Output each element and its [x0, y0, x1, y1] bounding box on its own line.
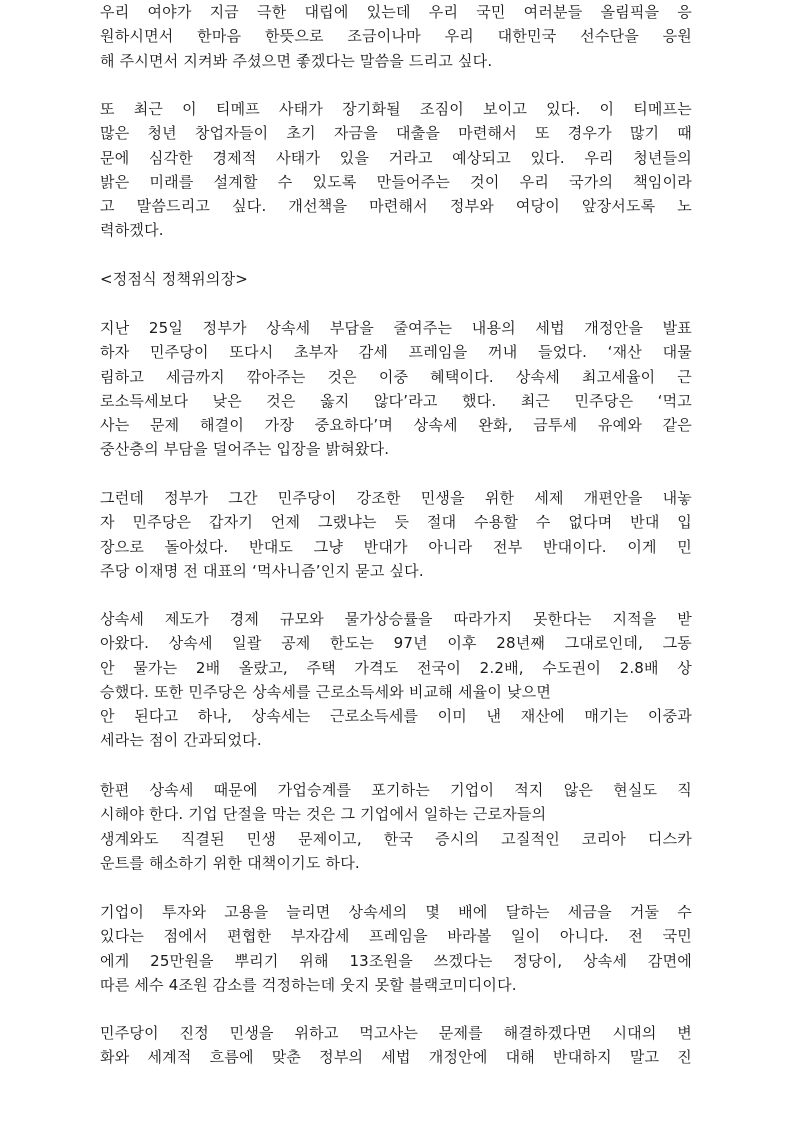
text-line: 따른 세수 4조원 감소를 걱정하는데 웃지 못할 블랙코미디이다.: [100, 975, 517, 994]
text-line: 많은 청년 창업자들이 초기 자금을 대출을 마련해서 또 경우가 많기 때: [100, 124, 692, 143]
text-line: 장으로 돌아섰다. 반대도 그냥 반대가 아니라 전부 반대이다. 이게 민: [100, 537, 692, 556]
text-line: 로소득세보다 낮은 것은 옳지 않다’라고 했다. 최근 민주당은 ‘먹고: [100, 391, 692, 410]
text-line: 주당 이재명 전 대표의 ‘먹사니즘’인지 묻고 싶다.: [100, 561, 424, 580]
text-line: 중산층의 부담을 덜어주는 입장을 밝혀왔다.: [100, 440, 390, 459]
text-line: 또 최근 이 티메프 사태가 장기화될 조짐이 보이고 있다. 이 티메프는: [100, 100, 692, 118]
text-line: 우리 여야가 지금 극한 대립에 있는데 우리 국민 여러분들 올림픽을 응: [100, 3, 692, 21]
text-line: 지난 25일 정부가 상속세 부담을 줄여주는 내용의 세법 개정안을 발표: [100, 319, 692, 337]
text-line: 력하겠다.: [100, 221, 164, 240]
text-line: 시해야 한다. 기업 단절을 막는 것은 그 기업에서 일하는 근로자들의: [100, 805, 547, 824]
text-line: 민주당이 진정 민생을 위하고 먹고사는 문제를 해결하겠다면 시대의 변: [100, 1024, 692, 1042]
paragraph-inheritance-tax-bill: [100, 316, 692, 462]
text-line: 세라는 점이 간과되었다.: [100, 731, 262, 750]
text-line: 림하고 세금까지 깎아주는 것은 이중 혜택이다. 상속세 최고세율이 근: [100, 367, 692, 386]
text-line: 운트를 해소하기 위한 대책이기도 하다.: [100, 853, 360, 872]
text-line: 안 된다고 하나, 상속세는 근로소득세를 이미 낸 재산에 매기는 이중과: [100, 707, 692, 726]
paragraph-business-succession: [100, 778, 692, 875]
text-line: 밝은 미래를 설계할 수 있도록 만들어주는 것이 우리 국가의 책임이라: [100, 172, 692, 191]
text-line: 사는 문제 해결이 가장 중요하다’며 상속세 완화, 금투세 유예와 같은: [100, 416, 692, 435]
paragraph-tmep: [100, 97, 692, 243]
text-line: 한편 상속세 때문에 가업승계를 포기하는 기업이 적지 않은 현실도 직: [100, 781, 692, 799]
text-line: 안 물가는 2배 올랐고, 주택 가격도 전국이 2.2배, 수도권이 2.8배 상: [100, 658, 692, 677]
text-line: 자 민주당은 갑자기 언제 그랬냐는 듯 절대 수용할 수 없다며 반대 입: [100, 513, 692, 532]
text-line: 문에 심각한 경제적 사태가 있을 거라고 예상되고 있다. 우리 청년들의: [100, 148, 692, 167]
paragraph-tax-system: [100, 607, 692, 753]
text-line: 승했다. 또한 민주당은 상속세를 근로소득세와 비교해 세율이 낮으면: [100, 682, 552, 701]
text-line: 상속세 제도가 경제 규모와 물가상승률을 따라가지 못한다는 지적을 받: [100, 610, 692, 628]
text-line: 원하시면서 한마음 한뜻으로 조금이나마 우리 대한민국 선수단을 응원: [100, 27, 692, 46]
text-line: 고 말씀드리고 싶다. 개선책을 마련해서 정부와 여당이 앞장서도록 노: [100, 197, 692, 216]
paragraph-investment: [100, 900, 692, 997]
text-line: 있다는 점에서 편협한 부자감세 프레임을 바라볼 일이 아니다. 전 국민: [100, 927, 692, 946]
text-line: 화와 세계적 흐름에 맞춘 정부의 세법 개정안에 대해 반대하지 말고 진: [100, 1048, 692, 1067]
speaker-label: <정점식 정책위의장>: [100, 270, 249, 288]
text-line: 아왔다. 상속세 일괄 공제 한도는 97년 이후 28년째 그대로인데, 그동: [100, 634, 692, 653]
document-page: [100, 0, 692, 1123]
paragraph-olympics: [100, 0, 692, 73]
paragraph-conclusion: [100, 1021, 692, 1070]
text-line: 그런데 정부가 그간 민주당이 강조한 민생을 위한 세제 개편안을 내놓: [100, 489, 692, 507]
text-line: 하자 민주당이 또다시 초부자 감세 프레임을 꺼내 들었다. ‘재산 대물: [100, 343, 692, 362]
text-line: 생계와도 직결된 민생 문제이고, 한국 증시의 고질적인 코리아 디스카: [100, 829, 692, 848]
text-line: 해 주시면서 지켜봐 주셨으면 좋겠다는 말씀을 드리고 싶다.: [100, 51, 493, 70]
speaker-heading: [100, 267, 692, 291]
text-line: 에게 25만원을 뿌리기 위해 13조원을 쓰겠다는 정당이, 상속세 감면에: [100, 951, 692, 970]
paragraph-opposition: [100, 486, 692, 583]
text-line: 기업이 투자와 고용을 늘리면 상속세의 몇 배에 달하는 세금을 거둘 수: [100, 903, 692, 921]
